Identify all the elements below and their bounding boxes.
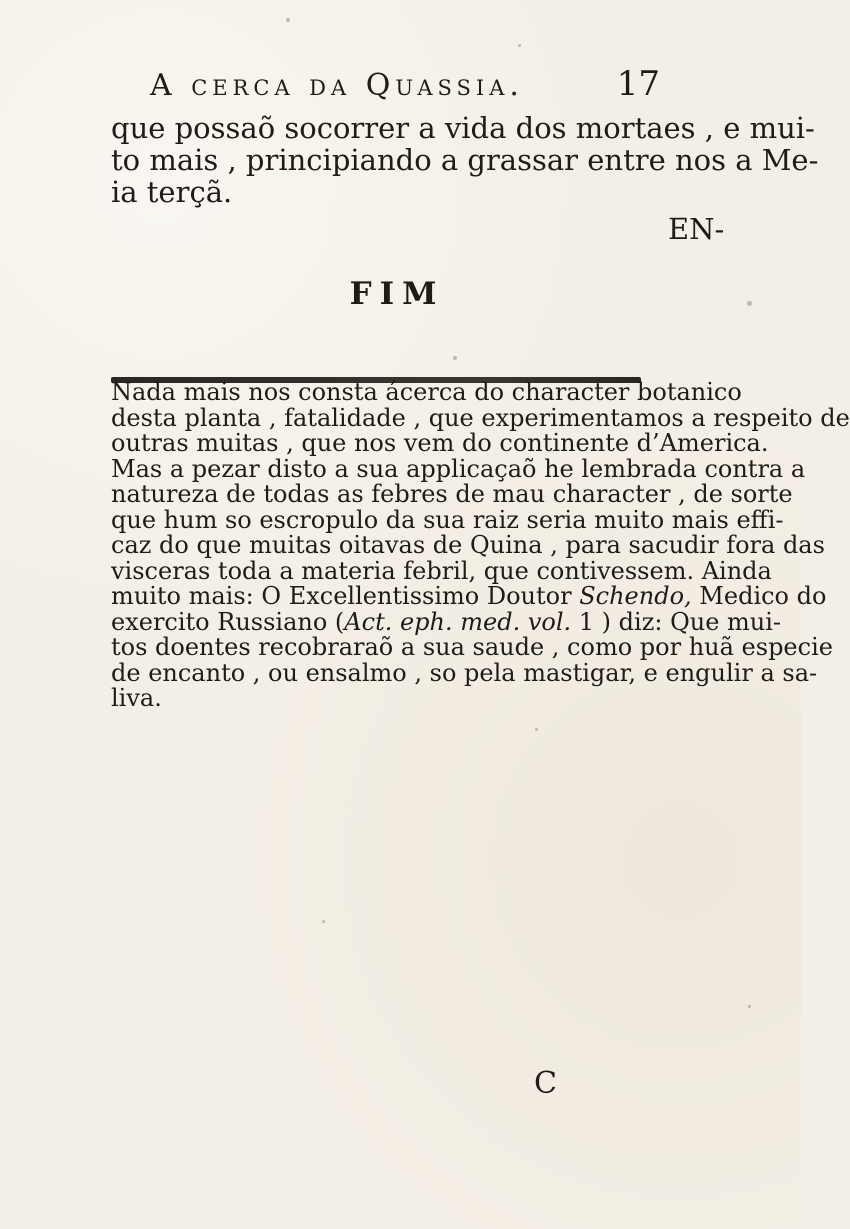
main-text-paragraph [111, 111, 819, 209]
paper-speck [518, 44, 521, 47]
signature-mark: C [534, 1066, 557, 1101]
note-paragraph [111, 378, 850, 712]
note-line: caz do que muitas oitavas de Quina , para sacudir fora das [111, 531, 825, 559]
paper-speck [748, 1005, 751, 1008]
note-text: Medico do [691, 582, 827, 610]
note-line: desta planta , fatalidade , que experimentamos a respeito de [111, 403, 850, 432]
paper-speck [453, 356, 457, 360]
main-text-line: ia terçã. [111, 175, 233, 209]
note-line: de encanto , ou ensalmo , so pela mastigar, e engulir a sa- [111, 658, 818, 687]
note-text: exercito Russiano ( [111, 607, 345, 636]
note-line: que hum so escropulo da sua raiz seria muito mais effi- [111, 505, 784, 534]
main-text-line: que possaõ socorrer a vida dos mortaes , e mui- [111, 111, 815, 145]
page-number: 17 [616, 64, 660, 104]
note-line [111, 607, 782, 636]
paper-speck [535, 728, 538, 731]
paper-speck [322, 920, 325, 923]
note-line: tos doentes recobraraõ a sua saude , como por huã especie [111, 633, 833, 661]
note-line: Nada mais nos consta ácerca do character botanico [111, 378, 742, 406]
note-line: liva. [111, 684, 162, 712]
main-text-line: to mais , principiando a grassar entre nos a Me- [111, 143, 819, 177]
note-text: muito mais: O Excellentissimo Doutor [111, 582, 580, 610]
paper-speck [747, 301, 752, 306]
note-line: outras muitas , que nos vem do continente d’America. [111, 429, 769, 457]
note-italic-name: Schendo, [579, 582, 692, 610]
note-line: visceras toda a materia febril, que contivessem. Ainda [111, 556, 772, 585]
note-line: natureza de todas as febres de mau character , de sorte [111, 480, 793, 508]
running-title: A cerca da Quassia. [150, 68, 524, 103]
note-italic-reference: Act. eph. med. vol. [344, 607, 572, 636]
note-text: 1 ) diz: Que mui- [571, 607, 782, 636]
note-line: Mas a pezar disto a sua applicaçaõ he lembrada contra a [111, 454, 806, 483]
note-line [111, 582, 827, 610]
end-mark: FIM [349, 276, 445, 312]
running-head [150, 64, 660, 104]
catchword: EN- [668, 212, 725, 246]
paper-speck [286, 18, 290, 22]
